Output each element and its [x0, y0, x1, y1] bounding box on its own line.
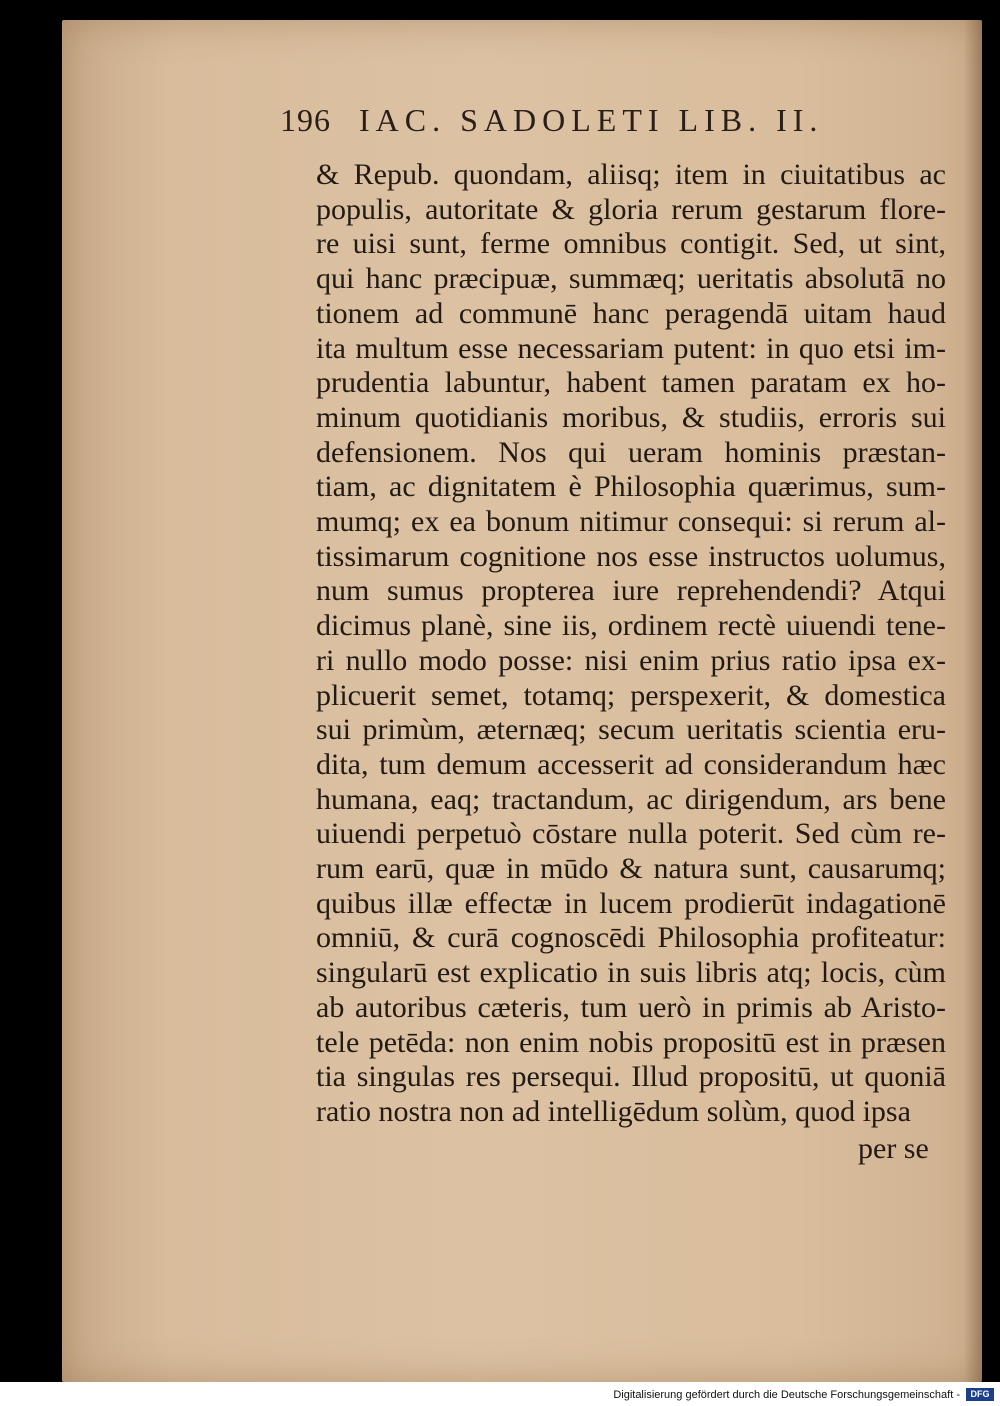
text-line: tele petēda: non enim nobis propositū est in præsen [316, 1025, 946, 1059]
body-text [316, 158, 946, 1130]
text-line: & Repub. quondam, aliisq; item in ciuitatibus ac [316, 158, 946, 191]
text-line: prudentia labuntur, habent tamen paratam ex ho- [316, 366, 946, 400]
funding-credit: Digitalisierung gefördert durch die Deutsche Forschungsgemeinschaft - [613, 1389, 960, 1401]
text-line: ratio nostra non ad intelligēdum solùm, quod ipsa [316, 1094, 911, 1128]
text-line: re uisi sunt, ferme omnibus contigit. Sed, ut sint, [316, 227, 946, 261]
text-line: sui primùm, æternæq; secum ueritatis scientia eru- [316, 713, 946, 747]
text-line: tiam, ac dignitatem è Philosophia quærimus, sum- [316, 470, 946, 504]
text-line: defensionem. Nos qui ueram hominis præstan- [316, 435, 946, 469]
text-line: tia singulas res persequi. Illud propositū, ut quoniā [316, 1060, 946, 1094]
text-line: rum earū, quæ in mūdo & natura sunt, causarumq; [316, 852, 946, 886]
text-line: ab autoribus cæteris, tum uerò in primis ab Aristo- [316, 990, 946, 1024]
text-line: num sumus propterea iure reprehendendi? Atqui [316, 574, 946, 608]
text-line: tionem ad communē hanc peragendā uitam haud [316, 296, 946, 330]
text-line: ri nullo modo posse: nisi enim prius ratio ipsa ex- [316, 643, 946, 677]
text-line: qui hanc præcipuæ, summæq; ueritatis absolutā no [316, 262, 946, 296]
catchword: per se [858, 1132, 929, 1165]
book-page [62, 20, 982, 1382]
text-line: quibus illæ effectæ in lucem prodierūt indagationē [316, 886, 946, 920]
text-line: dita, tum demum accesserit ad considerandum hæc [316, 747, 946, 781]
footer-bar [0, 1382, 1000, 1406]
text-line: populis, autoritate & gloria rerum gestarum flore- [316, 192, 946, 226]
dfg-logo-icon: DFG [966, 1388, 994, 1401]
text-line: plicuerit semet, totamq; perspexerit, & domestica [316, 678, 946, 712]
page-number: 196 [280, 102, 331, 138]
text-line: minum quotidianis moribus, & studiis, erroris sui [316, 400, 946, 434]
text-line: ita multum esse necessariam putent: in quo etsi im- [316, 331, 946, 365]
text-line: singularū est explicatio in suis libris atq; locis, cùm [316, 956, 946, 990]
text-line: mumq; ex ea bonum nitimur consequi: si rerum al- [316, 505, 946, 539]
text-line: omniū, & curā cognoscēdi Philosophia profiteatur: [316, 921, 946, 955]
page-edge-shadow [964, 20, 982, 1382]
text-line: uiuendi perpetuò cōstare nulla poterit. Sed cùm re- [316, 817, 946, 851]
running-title: IAC. SADOLETI LIB. II. [359, 102, 824, 138]
text-line: humana, eaq; tractandum, ac dirigendum, ars bene [316, 782, 946, 816]
text-line: dicimus planè, sine iis, ordinem rectè uiuendi tene- [316, 609, 946, 643]
running-header [280, 102, 950, 139]
text-line: tissimarum cognitione nos esse instructos uolumus, [316, 539, 946, 573]
